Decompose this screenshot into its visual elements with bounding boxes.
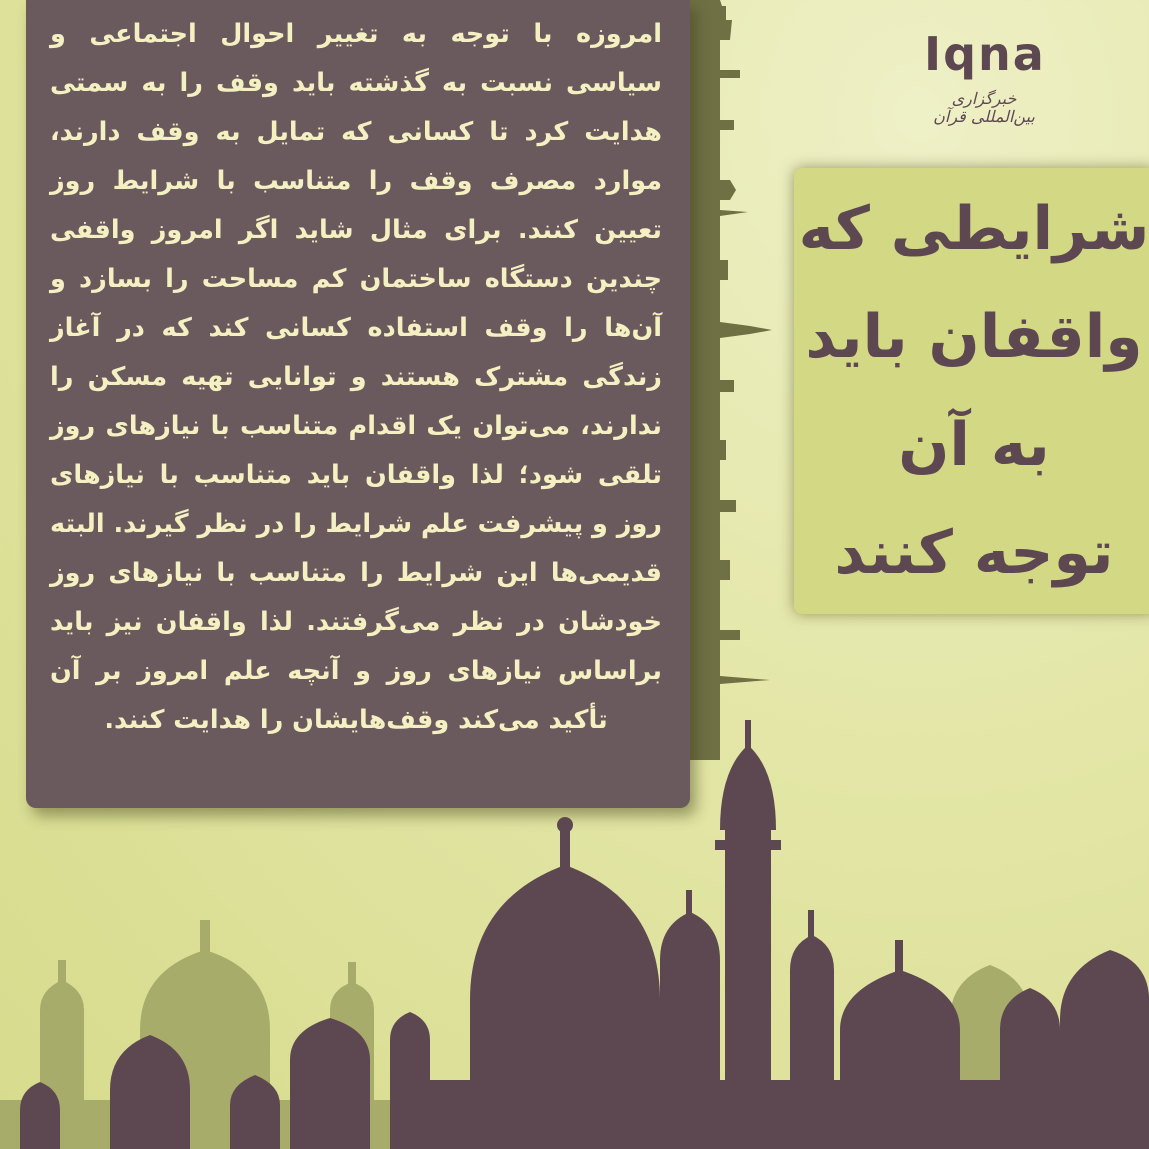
skyline-strip-decoration [690,0,780,760]
title-line-2: واقفان باید [805,302,1143,372]
logo-wordmark: Iqna [924,27,1046,81]
iqna-logo [924,24,1044,144]
title-card [794,168,1149,614]
text-card [26,0,690,808]
logo-subtitle: خبرگزاری بین‌المللی قرآن [933,89,1035,126]
foreground-mosque-layer [20,720,1149,1149]
title-line-1: شرایطی که [798,194,1149,264]
title-line-3: به آن [898,410,1050,480]
title-line-4: توجه کنند [834,518,1114,588]
mosque-silhouette [0,700,1149,1149]
body-paragraph: امروزه با توجه به تغییر احوال اجتماعی و سیاسی نسبت به گذشته باید وقف را به سمتی هدایت کرد تا کسانی که تمایل به وقف دارند، موارد مصرف وقف را متناسب با شرایط روز تعیین کنند. برای مثال شاید اگر امروز واقفی چندین دستگاه ساختمان کم مساحت را بسازد و آن‌ها را وقف استفاده کسانی کند که در آغاز زندگی مشترک هستند و توانایی تهیه مسکن را ندارند، می‌توان یک اقدام متناسب با نیازهای روز تلقی شود؛ لذا واقفان باید متناسب با نیازهای روز و پیشرفت علم شرایط را در نظر گیرند. البته قدیمی‌ها این شرایط را متناسب با نیازهای روز خودشان در نظر می‌گرفتند. لذا واقفان نیز باید براساس نیازهای روز و آنچه علم امروز بر آن تأکید می‌کند وقف‌هایشان را هدایت کنند. [50,19,662,735]
